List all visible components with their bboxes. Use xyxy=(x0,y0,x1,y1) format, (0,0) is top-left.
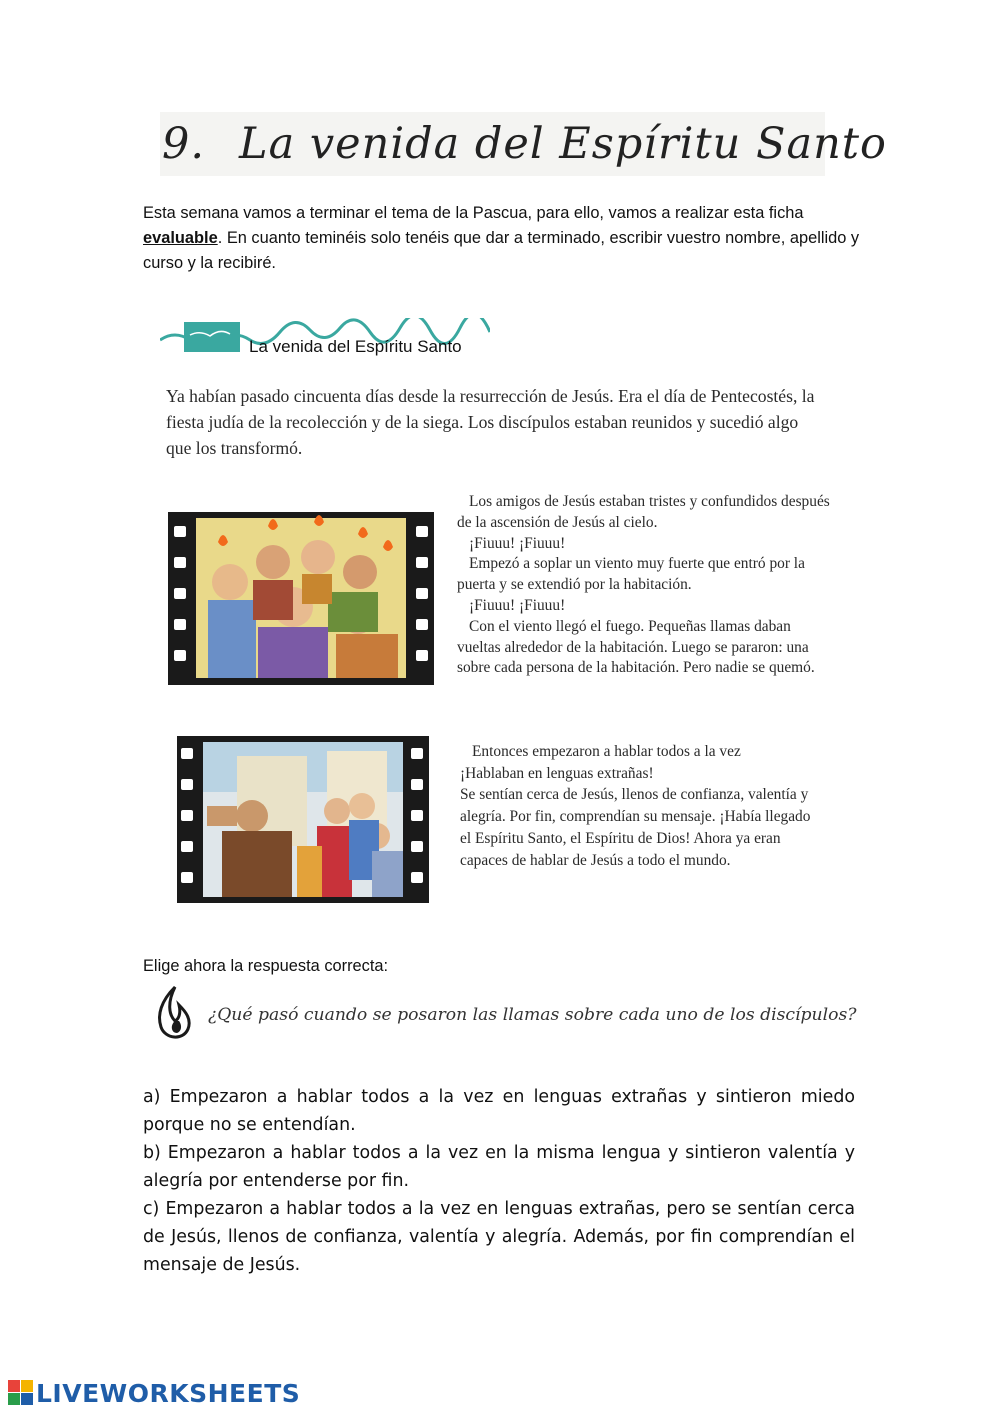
quiz-question: ¿Qué pasó cuando se posaron las llamas sobre cada uno de los discípulos? xyxy=(208,1005,857,1025)
intro-after: . En cuanto teminéis solo tenéis que dar a terminado, escribir vuestro nombre, apellido y curso y la recibiré. xyxy=(143,229,860,272)
liveworksheets-logo-icon xyxy=(8,1380,34,1406)
film-frame-1 xyxy=(168,512,434,685)
story-intro: Ya habían pasado cincuenta días desde la resurrección de Jesús. Era el día de Pentecostés, la fiesta judía de la recolección y de la siega. Los discípulos estaban reunidos y sucedió algo que los transformó. xyxy=(166,386,815,458)
intro-before: Esta semana vamos a terminar el tema de la Pascua, para ello, vamos a realizar esta ficha xyxy=(143,204,804,222)
flame-icon xyxy=(155,985,191,1041)
answer-option-b[interactable]: b) Empezaron a hablar todos a la vez en la misma lengua y sintieron valentía y alegría por entenderse por fin. xyxy=(143,1143,855,1191)
panel1-paragraph-5: Con el viento llegó el fuego. Pequeñas llamas daban vueltas alrededor de la habitación. Luego se pararon: una sobre cada persona de la habitación. Pero nadie se quemó. xyxy=(457,617,815,677)
quiz-instruction: Elige ahora la respuesta correcta: xyxy=(143,957,389,975)
disciples-illustration-icon xyxy=(168,512,434,685)
panel1-paragraph-2: ¡Fiuuu! ¡Fiuuu! xyxy=(469,534,566,552)
panel2-paragraph-3: Se sentían cerca de Jesús, llenos de confianza, valentía y alegría. Por fin, comprendían su mensaje. ¡Había llegado el Espíritu Santo, el Espíritu de Dios! Ahora ya eran capaces de hablar de Jesús a todo el mundo. xyxy=(460,786,811,869)
preaching-illustration-icon xyxy=(177,736,429,903)
panel1-paragraph-3: Empezó a soplar un viento muy fuerte que entró por la puerta y se extendió por la habitación. xyxy=(457,555,805,594)
page-title xyxy=(160,112,887,176)
section-title: La venida del Espíritu Santo xyxy=(249,337,462,356)
story-panel-2 xyxy=(460,741,820,871)
title-text: La venida del Espíritu Santo xyxy=(239,119,887,169)
footer-brand[interactable]: LIVEWORKSHEETS xyxy=(36,1379,301,1408)
panel2-paragraph-1: Entonces empezaron a hablar todos a la vez xyxy=(472,743,741,760)
film-frame-2 xyxy=(177,736,429,903)
answer-option-c[interactable]: c) Empezaron a hablar todos a la vez en lenguas extrañas, pero se sentían cerca de Jesús, llenos de confianza, valentía y alegría. Además, por fin comprendían el mensaje de Jesús. xyxy=(143,1199,855,1275)
story-panel-1 xyxy=(457,492,837,679)
intro-emphasis: evaluable xyxy=(143,229,218,247)
panel1-paragraph-1: Los amigos de Jesús estaban tristes y confundidos después de la ascensión de Jesús al cielo. xyxy=(457,493,830,531)
title-number: 9. xyxy=(162,119,206,169)
intro-paragraph xyxy=(143,201,863,276)
answer-option-a[interactable]: a) Empezaron a hablar todos a la vez en lenguas extrañas y sintieron miedo porque no se entendían. xyxy=(143,1087,855,1135)
panel1-paragraph-4: ¡Fiuuu! ¡Fiuuu! xyxy=(469,596,566,614)
answer-options xyxy=(143,1083,855,1279)
panel2-paragraph-2: ¡Hablaban en lenguas extrañas! xyxy=(460,764,654,782)
